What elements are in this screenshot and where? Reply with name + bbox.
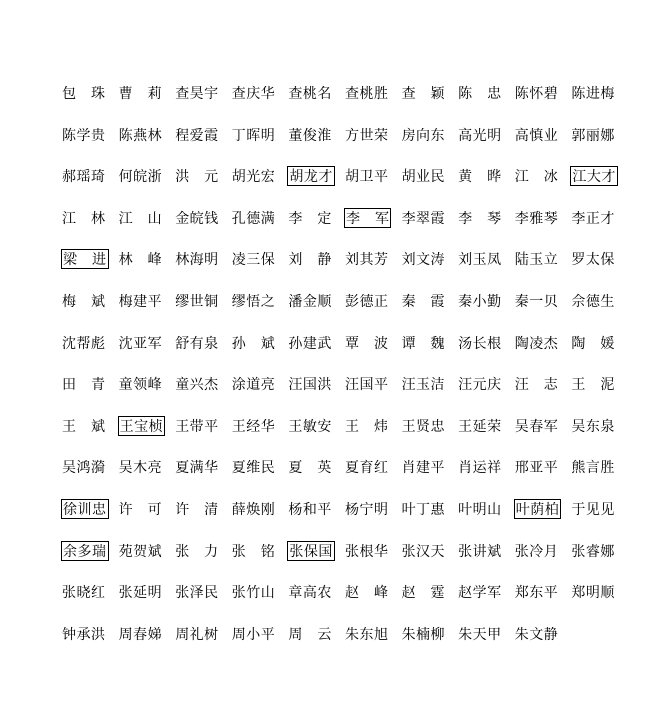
name-entry: 叶丁惠 [401,501,446,518]
name-entry: 朱楠柳 [401,626,446,643]
name-entry: 吴木亮 [118,460,163,477]
name-entry: 佘德生 [571,293,615,310]
name-entry: 舒有泉 [175,335,219,352]
name-entry: 叶明山 [458,501,502,518]
name-entry: 于见见 [571,501,615,518]
name-entry: 张晓红 [62,585,106,602]
name-entry: 张竹山 [231,585,276,602]
name-entry: 丁晖明 [231,127,276,144]
name-entry: 汪 志 [514,377,559,394]
name-entry: 胡卫平 [344,169,389,186]
name-entry: 覃 波 [344,335,389,352]
name-entry: 王 泥 [571,377,615,394]
name-entry: 林海明 [175,252,219,269]
name-entry: 陶凌杰 [514,335,559,352]
name-entry: 陆玉立 [514,252,559,269]
name-entry: 周小平 [231,626,276,643]
name-entry: 陈燕林 [118,127,163,144]
name-entry: 李翠霞 [401,210,446,227]
name-entry: 吴鸿漪 [62,460,106,477]
name-entry-boxed: 余多瑞 [61,541,109,561]
name-entry: 童领峰 [118,377,163,394]
name-entry: 张睿娜 [571,543,615,560]
name-entry: 罗太保 [571,252,615,269]
name-entry: 张汉天 [401,543,446,560]
name-entry: 周 云 [288,626,332,643]
name-entry: 许 可 [118,501,163,518]
name-entry: 王 炜 [344,418,389,435]
name-entry: 郝瑶琦 [62,169,106,186]
name-entry: 田 青 [62,377,106,394]
name-entry: 查 颖 [401,86,446,102]
name-entry: 夏 英 [288,460,332,477]
name-entry-boxed: 江大才 [570,166,618,186]
name-entry: 缪悟之 [231,293,276,310]
name-entry: 王敏安 [288,418,332,435]
name-entry: 杨和平 [288,501,332,518]
name-entry: 吴东泉 [571,418,615,435]
name-entry: 郭丽娜 [571,127,615,144]
name-entry: 赵 霆 [401,585,446,602]
name-entry: 熊言胜 [571,460,615,477]
name-entry: 胡光宏 [231,169,276,186]
name-entry: 房向东 [401,127,446,144]
name-entry-boxed: 张保国 [287,541,335,561]
name-entry: 秦 霞 [401,293,446,310]
name-entry: 江 冰 [514,169,559,186]
name-entry-boxed: 梁 进 [61,249,109,269]
name-entry: 李 定 [288,210,332,227]
name-entry: 赵学军 [458,585,502,602]
name-entry: 王 斌 [62,418,106,435]
name-entry: 曹 莉 [118,86,163,102]
name-entry: 梅建平 [118,293,163,310]
name-entry: 孙 斌 [231,335,276,352]
name-entry: 赵 峰 [344,585,389,602]
name-entry: 李 琴 [458,210,502,227]
name-entry-boxed: 徐训忠 [61,499,109,519]
name-entry: 张根华 [344,543,389,560]
name-entry: 汪国平 [344,377,389,394]
name-entry: 朱东旭 [344,626,389,643]
name-entry: 许 清 [175,501,219,518]
name-entry: 孔德满 [231,210,276,227]
names-grid [61,84,627,666]
name-entry: 刘其芳 [344,252,389,269]
name-entry: 夏育红 [344,460,389,477]
name-entry: 张讲斌 [458,543,502,560]
name-entry: 张冷月 [514,543,559,560]
name-entry: 沈亚军 [118,335,163,352]
name-entry: 秦小勤 [458,293,502,310]
name-entry: 缪世铜 [175,293,219,310]
name-entry: 陈怀碧 [514,86,559,102]
name-entry: 陈 忠 [458,86,502,102]
name-entry-boxed: 王宝桢 [118,416,166,436]
name-entry: 何皖浙 [118,169,163,186]
name-entry: 张泽民 [175,585,219,602]
name-entry: 刘玉凤 [458,252,502,269]
name-entry: 王延荣 [458,418,502,435]
name-entry: 肖建平 [401,460,446,477]
name-entry: 杨宁明 [344,501,389,518]
name-entry: 肖运祥 [458,460,502,477]
name-entry-boxed: 胡龙才 [287,166,335,186]
name-entry: 涂道亮 [231,377,276,394]
name-entry-boxed: 叶荫柏 [514,499,562,519]
name-entry: 汪国洪 [288,377,332,394]
name-entry: 查昊宇 [175,86,219,102]
name-entry: 王经华 [231,418,276,435]
name-entry: 刘 静 [288,252,332,269]
name-entry: 彭德正 [344,293,389,310]
name-entry: 张 铭 [231,543,276,560]
name-entry: 薛焕刚 [231,501,276,518]
name-entry: 张延明 [118,585,163,602]
name-entry: 秦一贝 [514,293,559,310]
name-entry: 李雅琴 [514,210,559,227]
name-entry: 邢亚平 [514,460,559,477]
name-entry: 夏维民 [231,460,276,477]
name-entry: 林 峰 [118,252,163,269]
name-entry: 高慎业 [514,127,559,144]
name-entry: 王带平 [175,418,219,435]
name-entry: 夏满华 [175,460,219,477]
name-entry: 周礼树 [175,626,219,643]
name-entry: 李正才 [571,210,615,227]
name-entry: 洪 元 [175,169,219,186]
name-entry: 查桃胜 [344,86,389,102]
name-entry: 董俊淮 [288,127,332,144]
name-entry: 程爱霞 [175,127,219,144]
name-entry: 童兴杰 [175,377,219,394]
name-entry: 张 力 [175,543,219,560]
name-entry: 查庆华 [231,86,276,102]
name-entry: 凌三保 [231,252,276,269]
name-entry: 汪元庆 [458,377,502,394]
name-entry: 郑东平 [514,585,559,602]
name-entry: 黄 晔 [458,169,502,186]
name-entry: 潘金顺 [288,293,332,310]
name-entry-boxed: 李 军 [344,208,392,228]
name-entry: 章高农 [288,585,332,602]
name-entry: 陈学贵 [62,127,106,144]
name-entry: 陈进梅 [571,86,615,102]
name-entry: 沈帮彪 [62,335,106,352]
name-entry: 朱文静 [514,626,559,643]
name-entry: 王贤忠 [401,418,446,435]
name-entry: 江 林 [62,210,106,227]
name-entry: 郑明顺 [571,585,615,602]
name-entry: 苑贺斌 [118,543,163,560]
name-entry: 谭 魏 [401,335,446,352]
name-entry: 刘文涛 [401,252,446,269]
name-entry: 钟承洪 [62,626,106,643]
name-entry: 金皖钱 [175,210,219,227]
name-entry: 梅 斌 [62,293,106,310]
name-entry: 朱天甲 [458,626,502,643]
name-entry: 包 珠 [62,86,106,102]
name-entry: 汤长根 [458,335,502,352]
name-entry: 方世荣 [344,127,389,144]
name-entry: 胡业民 [401,169,446,186]
name-entry: 查桃名 [288,86,332,102]
name-entry: 孙建武 [288,335,332,352]
name-entry: 吴春军 [514,418,559,435]
name-entry: 高光明 [458,127,502,144]
name-entry: 周春娣 [118,626,163,643]
name-entry: 江 山 [118,210,163,227]
name-entry: 汪玉洁 [401,377,446,394]
name-entry: 陶 媛 [571,335,615,352]
